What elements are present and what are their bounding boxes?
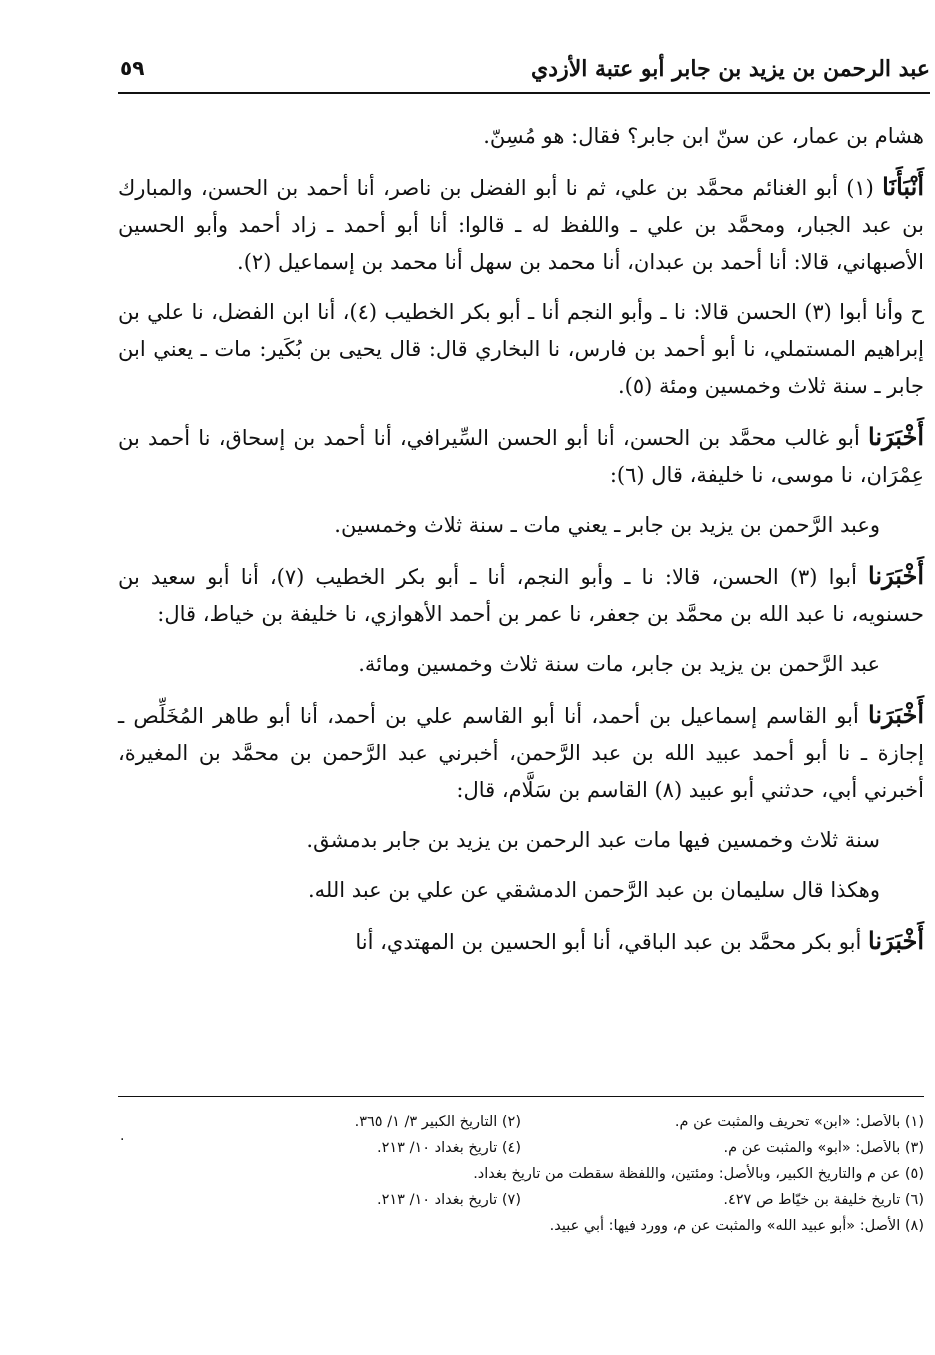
footnote: (٣) بالأصل: «أبو» والمثبت عن م. [723,1140,924,1156]
footnote: (٤) تاريخ بغداد ١٠/ ٢١٣. [377,1140,521,1156]
footnote: (٧) تاريخ بغداد ١٠/ ٢١٣. [377,1192,521,1208]
stray-mark: . [120,1128,125,1144]
footnote: (٦) تاريخ خليفة بن خيّاط ص ٤٢٧. [723,1192,924,1208]
chain-lead-word: أَخْبَرَنا [868,422,924,451]
page-header [118,52,930,94]
footnote: (٨) الأصل: «أبو عبيد الله» والمثبت عن م، وورد فيها: أبي عبيد. [549,1218,924,1234]
quote-paragraph: سنة ثلاث وخمسين فيها مات عبد الرحمن بن يزيد بن جابر بدمشق. [306,828,880,852]
main-text [118,118,924,974]
chain-lead-word: أَخْبَرَنا [868,926,924,955]
paragraph: أَخْبَرَنا أبوا (٣) الحسن، قالا: نا ـ وأبو النجم، أنا ـ أبو بكر الخطيب (٧)، أنا أبو سعيد بن حسنويه، نا عبد الله بن محمَّد بن جعفر، نا عمر بن أحمد الأهوازي، نا خليفة بن خياط، قال: [118,561,925,626]
paragraph: أَنْبَأَنَا (١) أبو الغنائم محمَّد بن علي، ثم نا أبو الفضل بن ناصر، أنا أحمد بن الحسن، والمبارك بن عبد الجبار، ومحمَّد بن علي ـ واللفظ له ـ قالوا: أنا أبو أحمد ـ زاد أحمد وأبو الحسين الأصبهاني، قالا: أنا أحمد بن عبدان، أنا محمد بن سهل أنا محمد بن إسماعيل (٢). [118,172,924,274]
paragraph: أَخْبَرَنا أبو غالب محمَّد بن الحسن، أنا أبو الحسن السِّيرافي، أنا أحمد بن إسحاق، نا أحمد بن عِمْرَان، نا موسى، نا خليفة، قال (٦): [118,422,924,487]
footnote: (٥) عن م والتاريخ الكبير، وبالأصل: ومئتين، واللفظة سقطت من تاريخ بغداد. [473,1166,924,1182]
paragraph: أَخْبَرَنا أبو القاسم إسماعيل بن أحمد، أنا أبو القاسم علي بن أحمد، أنا أبو طاهر المُخَلِّص ـ إجازة ـ نا أبو أحمد عبيد الله بن عبد الرَّحمن، أخبرني عبد الرَّحمن بن محمَّد بن المغيرة، أخبرني أبي، حدثني أبو عبيد (٨) القاسم بن سَلَّام، قال: [118,700,924,802]
paragraph: أَخْبَرَنا أبو بكر محمَّد بن عبد الباقي، أنا أبو الحسين بن المهتدي، أنا [355,926,924,955]
footnote-row [118,1187,924,1213]
running-title: عبد الرحمن بن يزيد بن جابر أبو عتبة الأزدي [531,56,930,82]
footnote: (٢) التاريخ الكبير ٣/ ١/ ٣٦٥. [354,1114,521,1130]
footnote-row [118,1135,924,1161]
quote-paragraph: وهكذا قال سليمان بن عبد الرَّحمن الدمشقي عن علي بن عبد الله. [308,878,880,902]
page-number: ٥٩ [120,56,145,80]
chain-lead-word: أَنْبَأَنَا [882,172,924,201]
chain-lead-word: أَخْبَرَنا [868,700,924,729]
paragraph: هشام بن عمار، عن سنّ ابن جابر؟ فقال: هو مُسِنّ. [483,124,924,148]
paragraph: ح وأنا أبوا (٣) الحسن قالا: نا ـ وأبو النجم أنا ـ أبو بكر الخطيب (٤)، أنا ابن الفضل، نا علي بن إبراهيم المستملي، نا أبو أحمد بن فارس، نا البخاري قال: قال يحيى بن بُكَير: مات ـ يعني ابن جابر ـ سنة ثلاث وخمسين ومئة (٥). [118,300,925,398]
chain-lead-word: أَخْبَرَنا [868,561,925,590]
quote-paragraph: وعبد الرَّحمن بن يزيد بن جابر ـ يعني مات ـ سنة ثلاث وخمسين. [334,513,880,537]
footnote: (١) بالأصل: «ابن» تحريف والمثبت عن م. [674,1114,924,1130]
quote-paragraph: عبد الرَّحمن بن يزيد بن جابر، مات سنة ثلاث وخمسين ومائة. [358,652,880,676]
footnote-row [118,1109,924,1135]
footnotes [118,1096,924,1239]
